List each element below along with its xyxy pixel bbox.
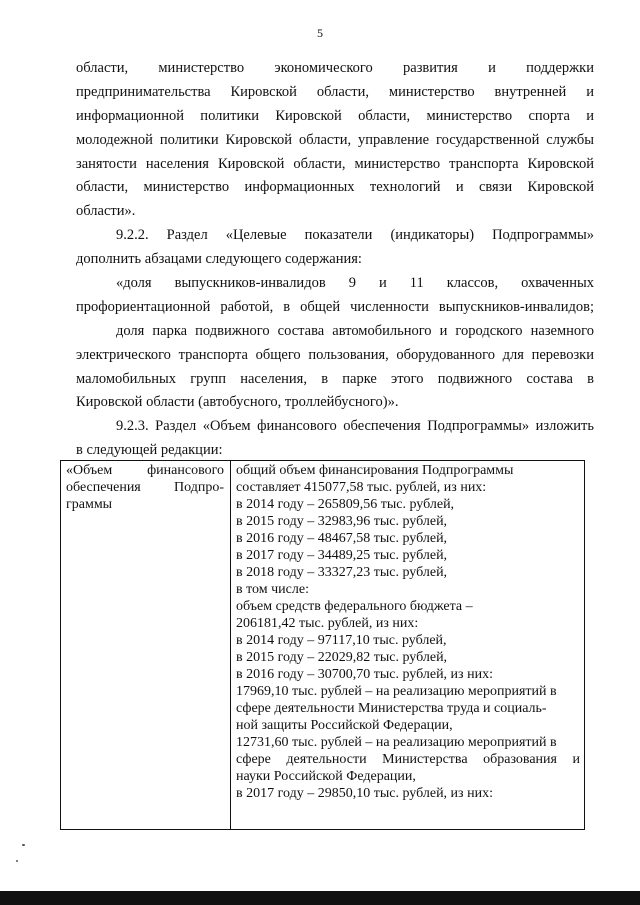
section-heading-9-2-2: 9.2.2. Раздел «Целевые показатели (индикаторы) Подпрограммы» [116, 227, 594, 243]
financing-table [60, 460, 585, 830]
table-value-line: 17969,10 тыс. рублей – на реализацию мероприятий в [236, 684, 557, 699]
body-line: электрического транспорта общего пользования, оборудованного для перевозки [76, 347, 594, 363]
table-label-line: «Объем финансового [66, 463, 224, 478]
table-label-line: граммы [66, 497, 113, 512]
table-value-line: в 2015 году – 32983,96 тыс. рублей, [236, 514, 448, 529]
table-value-line: в 2016 году – 30700,70 тыс. рублей, из них: [236, 667, 493, 682]
table-value-line: науки Российской Федерации, [236, 769, 416, 784]
table-value-line: в 2014 году – 265809,56 тыс. рублей, [236, 497, 455, 512]
scan-speck [16, 860, 18, 862]
table-value-line: в 2017 году – 34489,25 тыс. рублей, [236, 548, 448, 563]
body-line: Кировской области (автобусного, троллейбусного)». [76, 394, 399, 410]
table-value-line: объем средств федерального бюджета – [236, 599, 473, 614]
body-line: молодежной политики Кировской области, управление государственной службы [76, 132, 594, 148]
table-value-line: в 2014 году – 97117,10 тыс. рублей, [236, 633, 447, 648]
table-value-line: составляет 415077,58 тыс. рублей, из них: [236, 480, 487, 495]
body-line: занятости населения Кировской области, министерство транспорта Кировской [76, 156, 594, 172]
body-line: «доля выпускников-инвалидов 9 и 11 классов, охваченных [116, 275, 594, 291]
table-value-line: сфере деятельности Министерства труда и социаль- [236, 701, 547, 716]
scan-speck [22, 844, 25, 846]
body-line: информационной политики Кировской области, министерство спорта и [76, 108, 594, 124]
body-line: дополнить абзацами следующего содержания: [76, 251, 362, 267]
scan-bottom-edge [0, 891, 640, 905]
body-line: доля парка подвижного состава автомобильного и городского наземного [116, 323, 594, 339]
table-column-divider [230, 460, 231, 830]
body-line: предпринимательства Кировской области, министерство внутренней и [76, 84, 594, 100]
body-line: в следующей редакции: [76, 442, 223, 458]
table-value-line: сфере деятельности Министерства образования и [236, 752, 580, 767]
section-heading-9-2-3: 9.2.3. Раздел «Объем финансового обеспечения Подпрограммы» изложить [116, 418, 594, 434]
table-value-line: 206181,42 тыс. рублей, из них: [236, 616, 419, 631]
table-value-line: в 2015 году – 22029,82 тыс. рублей, [236, 650, 448, 665]
body-line: области, министерство экономического развития и поддержки [76, 60, 594, 76]
page-number: 5 [317, 26, 323, 40]
table-value-line: общий объем финансирования Подпрограммы [236, 463, 514, 478]
body-line: маломобильных групп населения, в парке этого подвижного состава в [76, 371, 594, 387]
body-line: области, министерство информационных технологий и связи Кировской [76, 179, 594, 195]
table-value-line: в 2018 году – 33327,23 тыс. рублей, [236, 565, 448, 580]
table-value-line: 12731,60 тыс. рублей – на реализацию мероприятий в [236, 735, 557, 750]
table-label-line: обеспечения Подпро- [66, 480, 224, 495]
table-value-line: ной защиты Российской Федерации, [236, 718, 453, 733]
body-line: профориентационной работой, в общей численности выпускников-инвалидов; [76, 299, 594, 315]
body-line: области». [76, 203, 136, 219]
table-value-line: в 2016 году – 48467,58 тыс. рублей, [236, 531, 448, 546]
table-value-line: в 2017 году – 29850,10 тыс. рублей, из них: [236, 786, 493, 801]
table-value-line: в том числе: [236, 582, 309, 597]
